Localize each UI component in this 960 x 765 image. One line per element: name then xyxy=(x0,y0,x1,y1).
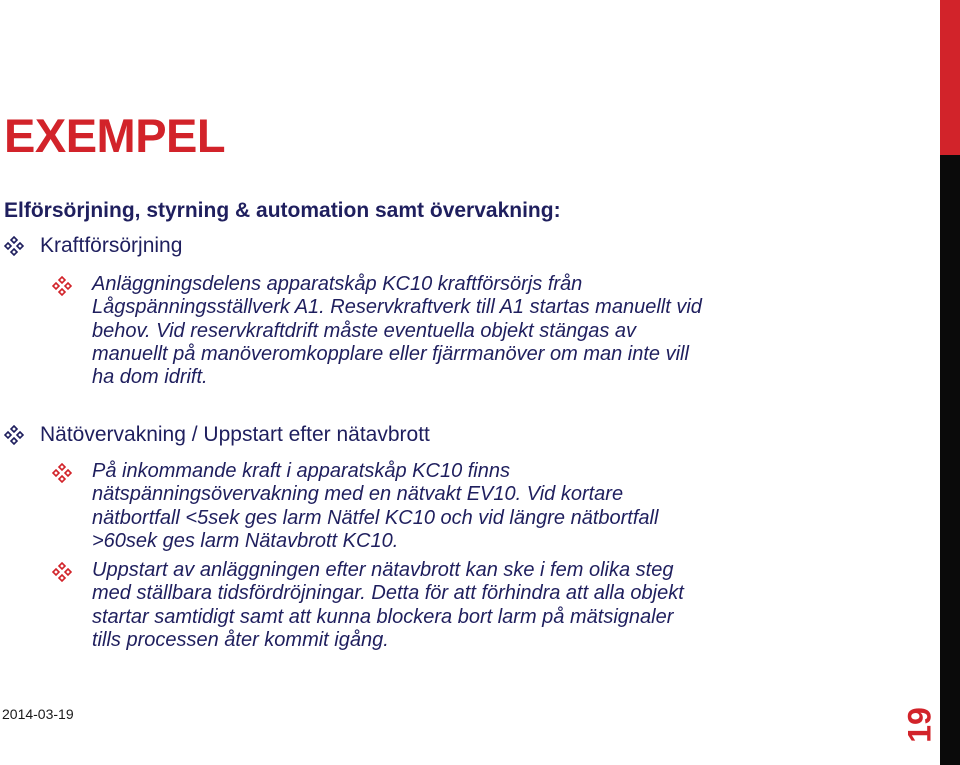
list-item-text: På inkommande kraft i apparatskåp KC10 finns nätspänningsövervakning med en nätvakt EV10. Vid kortare nätbortfall <5sek ges larm Nätfel KC10 och vid längre nätbortfall >60sek ges larm Nätavbrott KC10. xyxy=(92,460,659,552)
list-item-text: Uppstart av anläggningen efter nätavbrott kan ske i fem olika steg med ställbara tidsfördröjningar. Detta för att förhindra att alla objekt startar samtidigt samt att kunna blockera bort larm på mätsignaler tills processen åter kommit igång. xyxy=(92,559,684,651)
right-sidebar xyxy=(940,0,960,765)
page-number xyxy=(900,690,940,760)
four-diamond-bullet-icon xyxy=(52,276,72,296)
sidebar-accent xyxy=(940,0,960,155)
section-kraftforsorjning xyxy=(4,234,182,258)
section-heading: Nätövervakning / Uppstart efter nätavbrott xyxy=(40,423,430,446)
list-item xyxy=(52,460,812,553)
section-heading: Kraftförsörjning xyxy=(40,234,183,257)
four-diamond-bullet-icon xyxy=(52,562,72,582)
slide-subtitle: Elförsörjning, styrning & automation samt övervakning: xyxy=(4,199,561,222)
page-number-text: 19 xyxy=(901,707,938,743)
section-natovervakning xyxy=(4,423,430,447)
four-diamond-bullet-icon xyxy=(4,236,24,256)
slide-date: 2014-03-19 xyxy=(2,706,74,722)
slide-title: EXEMPEL xyxy=(4,109,226,162)
four-diamond-bullet-icon xyxy=(4,425,24,445)
list-item xyxy=(52,559,812,652)
four-diamond-bullet-icon xyxy=(52,463,72,483)
list-item-text: Anläggningsdelens apparatskåp KC10 kraftförsörjs från Lågspänningsställverk A1. Reservkraftverk till A1 startas manuellt vid behov. Vid reservkraftdrift måste eventuella objekt stängas av manuellt på manöveromkopplare eller fjärrmanöver om man inte vill ha dom idrift. xyxy=(92,273,702,389)
list-item xyxy=(52,273,812,389)
